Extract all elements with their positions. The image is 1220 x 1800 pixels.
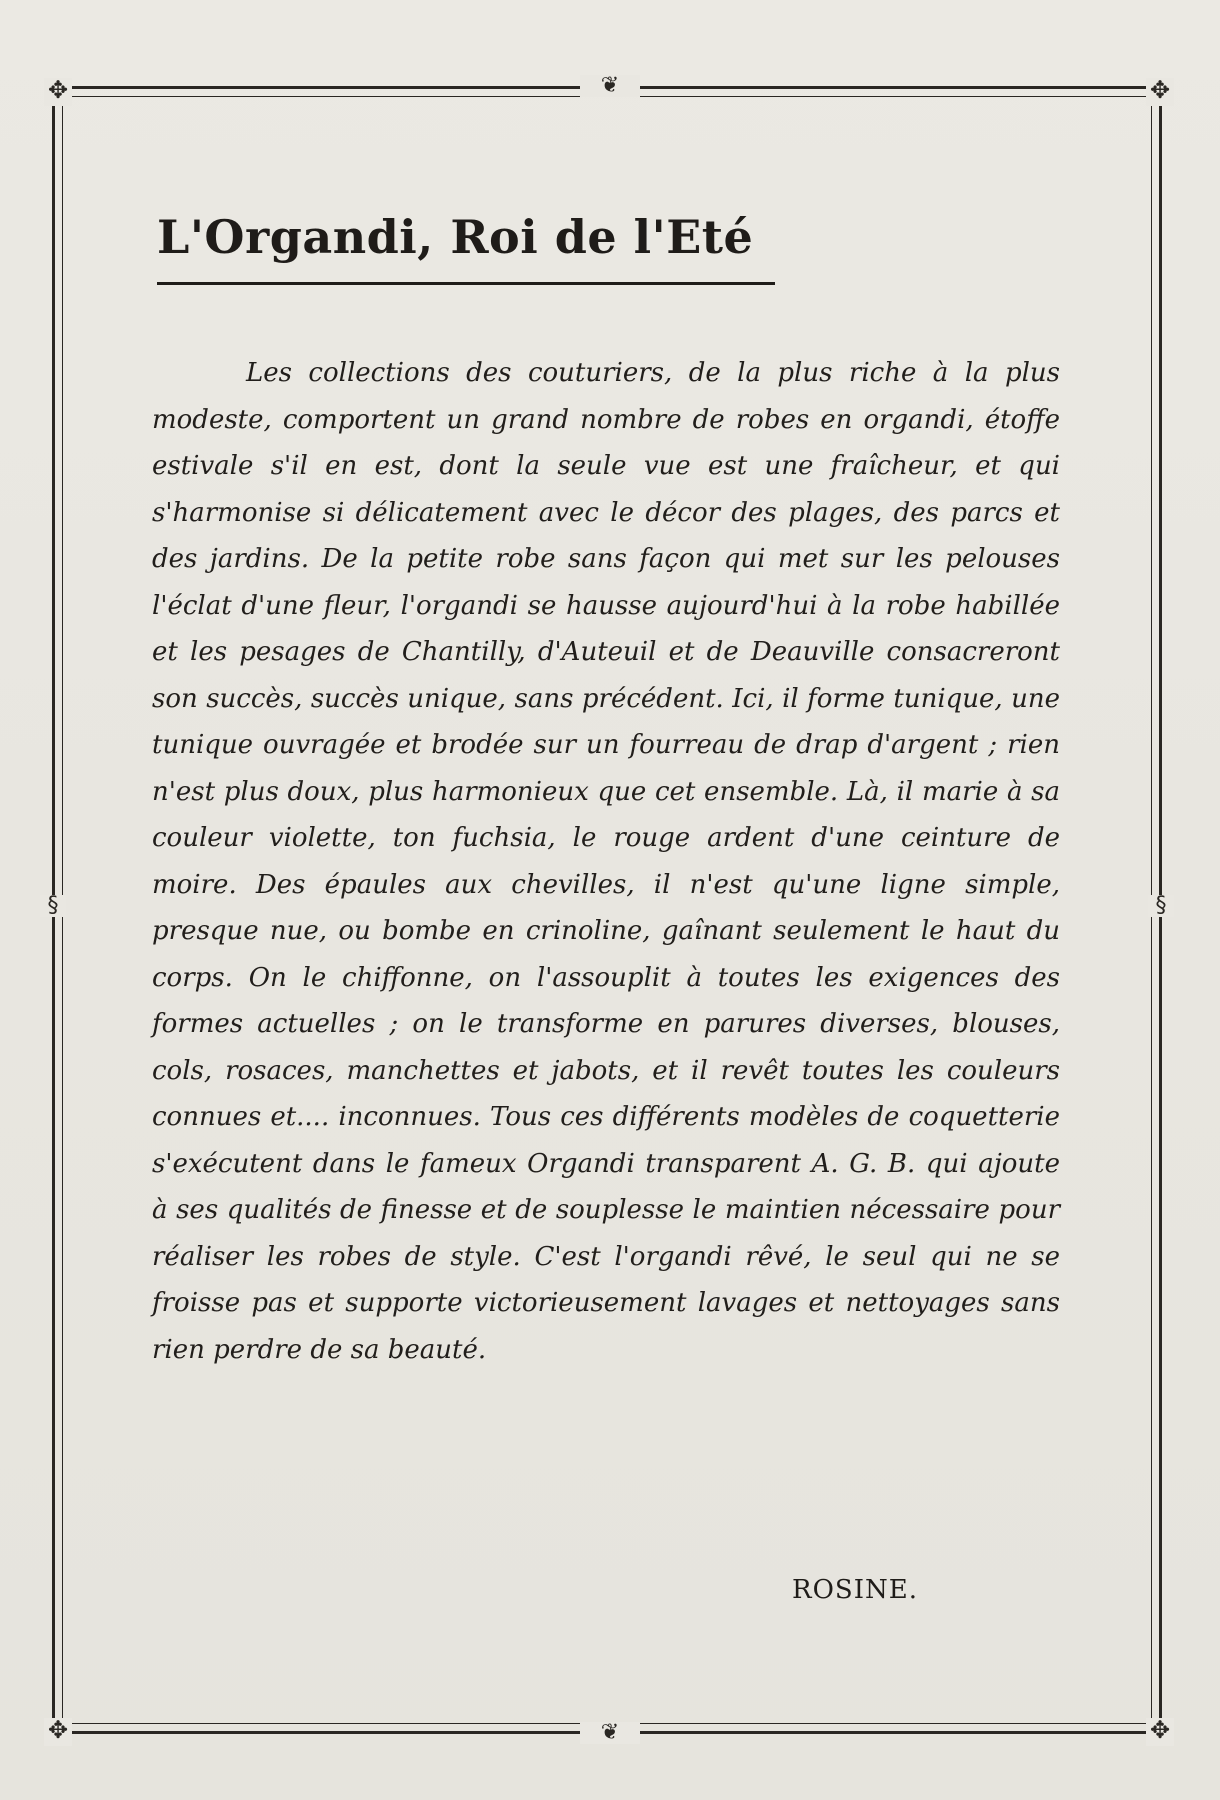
top-scroll-ornament-icon: ❦ <box>580 75 640 97</box>
article-body: Les collections des couturiers, de la plus riche à la plus modeste, comportent un grand nombre de robes en organdi, étoffe estivale s'il en est, dont la seule vue est une fraîcheur, et qui s'harmonise si délicatement avec le décor des plages, des parcs et des jardins. De la petite robe sans façon qui met sur les pelouses l'éclat d'une fleur, l'organdi se hausse aujourd'hui à la robe habillée et les pesages de Chantilly, d'Auteuil et de Deauville consacreront son succès, succès unique, sans précédent. Ici, il forme tunique, une tunique ouvragée et brodée sur un fourreau de drap d'argent ; rien n'est plus doux, plus harmonieux que cet ensemble. Là, il marie à sa couleur violette, ton fuchsia, le rouge ardent d'une ceinture de moire. Des épaules aux chevilles, il n'est qu'une ligne simple, presque nue, ou bombe en crinoline, gaînant seulement le haut du corps. On le chiffonne, on l'assouplit à toutes les exigences des formes actuelles ; on le transforme en parures diverses, blouses, cols, rosaces, manchettes et jabots, et il revêt toutes les couleurs connues et.... inconnues. Tous ces différents modèles de coquetterie s'exécutent dans le fameux Organdi transparent A. G. B. qui ajoute à ses qualités de finesse et de souplesse le maintien nécessaire pour réaliser les robes de style. C'est l'organdi rêvé, le seul qui ne se froisse pas et supporte victorieusement lavages et nettoyages sans rien perdre de sa beauté. <box>152 358 1060 1365</box>
left-scroll-ornament-icon: § <box>40 895 66 917</box>
corner-ornament-icon: ✥ <box>1146 78 1174 106</box>
bottom-scroll-ornament-icon: ❦ <box>580 1722 640 1744</box>
corner-ornament-icon: ✥ <box>1146 1718 1174 1746</box>
corner-ornament-icon: ✥ <box>44 78 72 106</box>
author-signature: ROSINE. <box>792 1575 918 1605</box>
right-scroll-ornament-icon: § <box>1148 895 1174 917</box>
title-underline <box>157 282 775 285</box>
article-title: L'Organdi, Roi de l'Eté <box>157 210 754 264</box>
corner-ornament-icon: ✥ <box>44 1718 72 1746</box>
